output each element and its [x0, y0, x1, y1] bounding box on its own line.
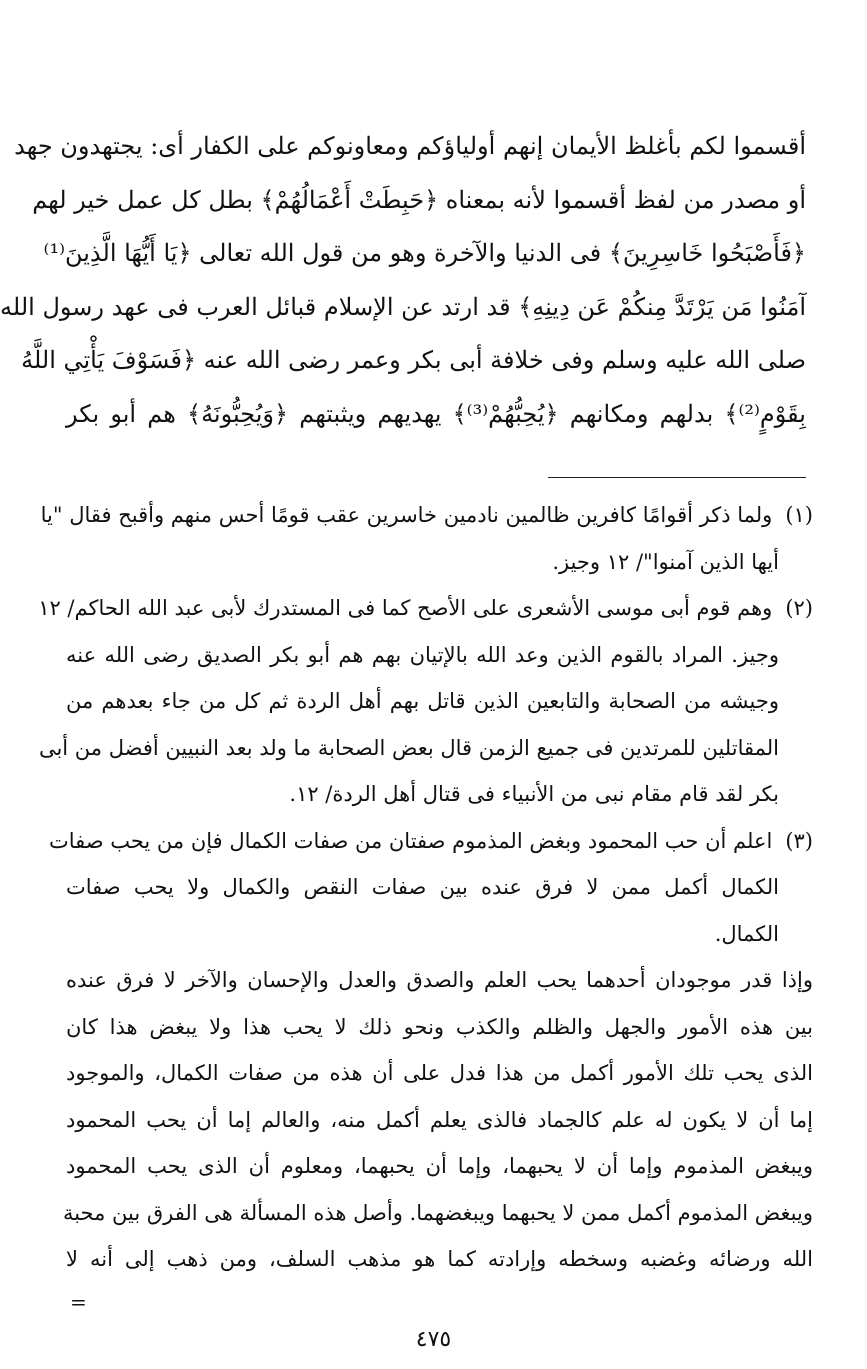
footnote-text: اعلم أن حب المحمود وبغض المذموم صفتان من صفات الكمال فإن من يحب صفات — [48, 828, 773, 853]
footnote-paragraph — [62, 957, 813, 1283]
footnote-line: وجيشه من الصحابة والتابعين الذين قاتل بهم أهل الردة ثم كل من جاء بعدهم من — [66, 689, 779, 713]
footnote-line: الكمال. — [714, 921, 779, 946]
footnote-text: ولما ذكر أقوامًا كافرين ظالمين نادمين خاسرين عقب قومًا أحس منهم وأقبح فقال "يا — [40, 503, 773, 527]
paragraph-line: بين هذه الأمور والجهل والظلم والكذب ونحو ذلك لا يحب هذا ولا يبغض هذا كان — [66, 1014, 813, 1039]
main-text-line: صلى الله عليه وسلم وفى خلافة أبى بكر وعمر رضى الله عنه ﴿فَسَوْفَ يَأْتِي اللَّهُ — [21, 346, 806, 374]
paragraph-line: ويبغض المذموم أكمل ممن لا يحبهما ويبغضهما. وأصل هذه المسألة هى الفرق بين محبة — [62, 1200, 813, 1225]
paragraph-line: الله ورضائه وغضبه وسخطه وإرادته كما هو مذهب السلف، ومن ذهب إلى أنه لا — [66, 1247, 813, 1271]
footnote-1 — [40, 492, 813, 585]
continuation-mark: = — [70, 1290, 87, 1314]
main-text-block — [0, 120, 806, 441]
footnote-line — [48, 818, 813, 865]
main-text-line: أو مصدر من لفظ أقسموا لأنه بمعناه ﴿حَبِطَتْ أَعْمَالُهُمْ﴾ بطل كل عمل خير لهم — [32, 185, 806, 214]
footnote-body — [40, 492, 813, 585]
footnote-body — [48, 818, 813, 958]
paragraph-line: الذى يحب تلك الأمور أكمل من هذا فدل على أن هذه من صفات الكمال، والموجود — [66, 1061, 813, 1085]
footnote-number: (٢) — [785, 596, 813, 620]
footnote-2 — [38, 585, 813, 818]
footnote-3 — [48, 818, 813, 958]
footnote-line: الكمال أكمل ممن لا فرق عنده بين صفات النقص والكمال ولا يحب صفات — [66, 875, 779, 899]
footnote-line: بكر لقد قام مقام نبى من الأنبياء فى قتال أهل الردة/ ١٢. — [289, 782, 779, 806]
main-text-line: ﴿فَأَصْبَحُوا خَاسِرِينَ﴾ فى الدنيا والآخرة وهو من قول الله تعالى ﴿يَا أَيُّهَا الَّذِينَ⁽¹⁾ — [43, 239, 806, 267]
main-text-line: أقسموا لكم بأغلظ الأيمان إنهم أولياؤكم ومعاونوكم على الكفار أى: يجتهدون جهد — [14, 132, 806, 160]
main-text-line: بِقَوْمٍ⁽²⁾﴾ بدلهم ومكانهم ﴿يُحِبُّهُمْ⁽³⁾﴾ يهديهم ويثبتهم ﴿وَيُحِبُّونَهُ﴾ هم أبو بكر — [66, 399, 806, 428]
footnote-line: وجيز. المراد بالقوم الذين وعد الله بالإتيان بهم هم أبو بكر الصديق رضى الله عنه — [66, 642, 779, 667]
paragraph-line: إما أن لا يكون له علم كالجماد فالذى يعلم أكمل منه، والعالم إما أن يحب المحمود — [66, 1107, 813, 1132]
footnote-body — [38, 585, 813, 818]
footnote-line — [38, 585, 813, 632]
page-number: ٤٧٥ — [415, 1327, 452, 1352]
paragraph-line: ويبغض المذموم وإما أن لا يحبهما، وإما أن يحبهما، ومعلوم أن الذى يحب المحمود — [66, 1154, 813, 1178]
footnote-divider — [548, 477, 806, 478]
footnote-line — [40, 492, 813, 539]
footnote-number: (١) — [785, 503, 813, 527]
footnotes-block — [38, 492, 813, 1283]
main-text-line: آمَنُوا مَن يَرْتَدَّ مِنكُمْ عَن دِينِهِ﴾ قد ارتد عن الإسلام قبائل العرب فى عهد رسول الله — [0, 292, 806, 321]
footnote-line: أيها الذين آمنوا"/ ١٢ وجيز. — [552, 549, 779, 574]
paragraph-line: وإذا قدر موجودان أحدهما يحب العلم والصدق والعدل والإحسان والآخر لا فرق عنده — [66, 968, 813, 992]
footnote-number: (٣) — [785, 828, 813, 853]
footnote-line: المقاتلين للمرتدين فى جميع الزمن قال بعض الصحابة ما ولد بعد النبيين أفضل من أبى — [38, 735, 779, 760]
footnote-text: وهم قوم أبى موسى الأشعرى على الأصح كما فى المستدرك لأبى عبد الله الحاكم/ ١٢ — [38, 596, 773, 620]
